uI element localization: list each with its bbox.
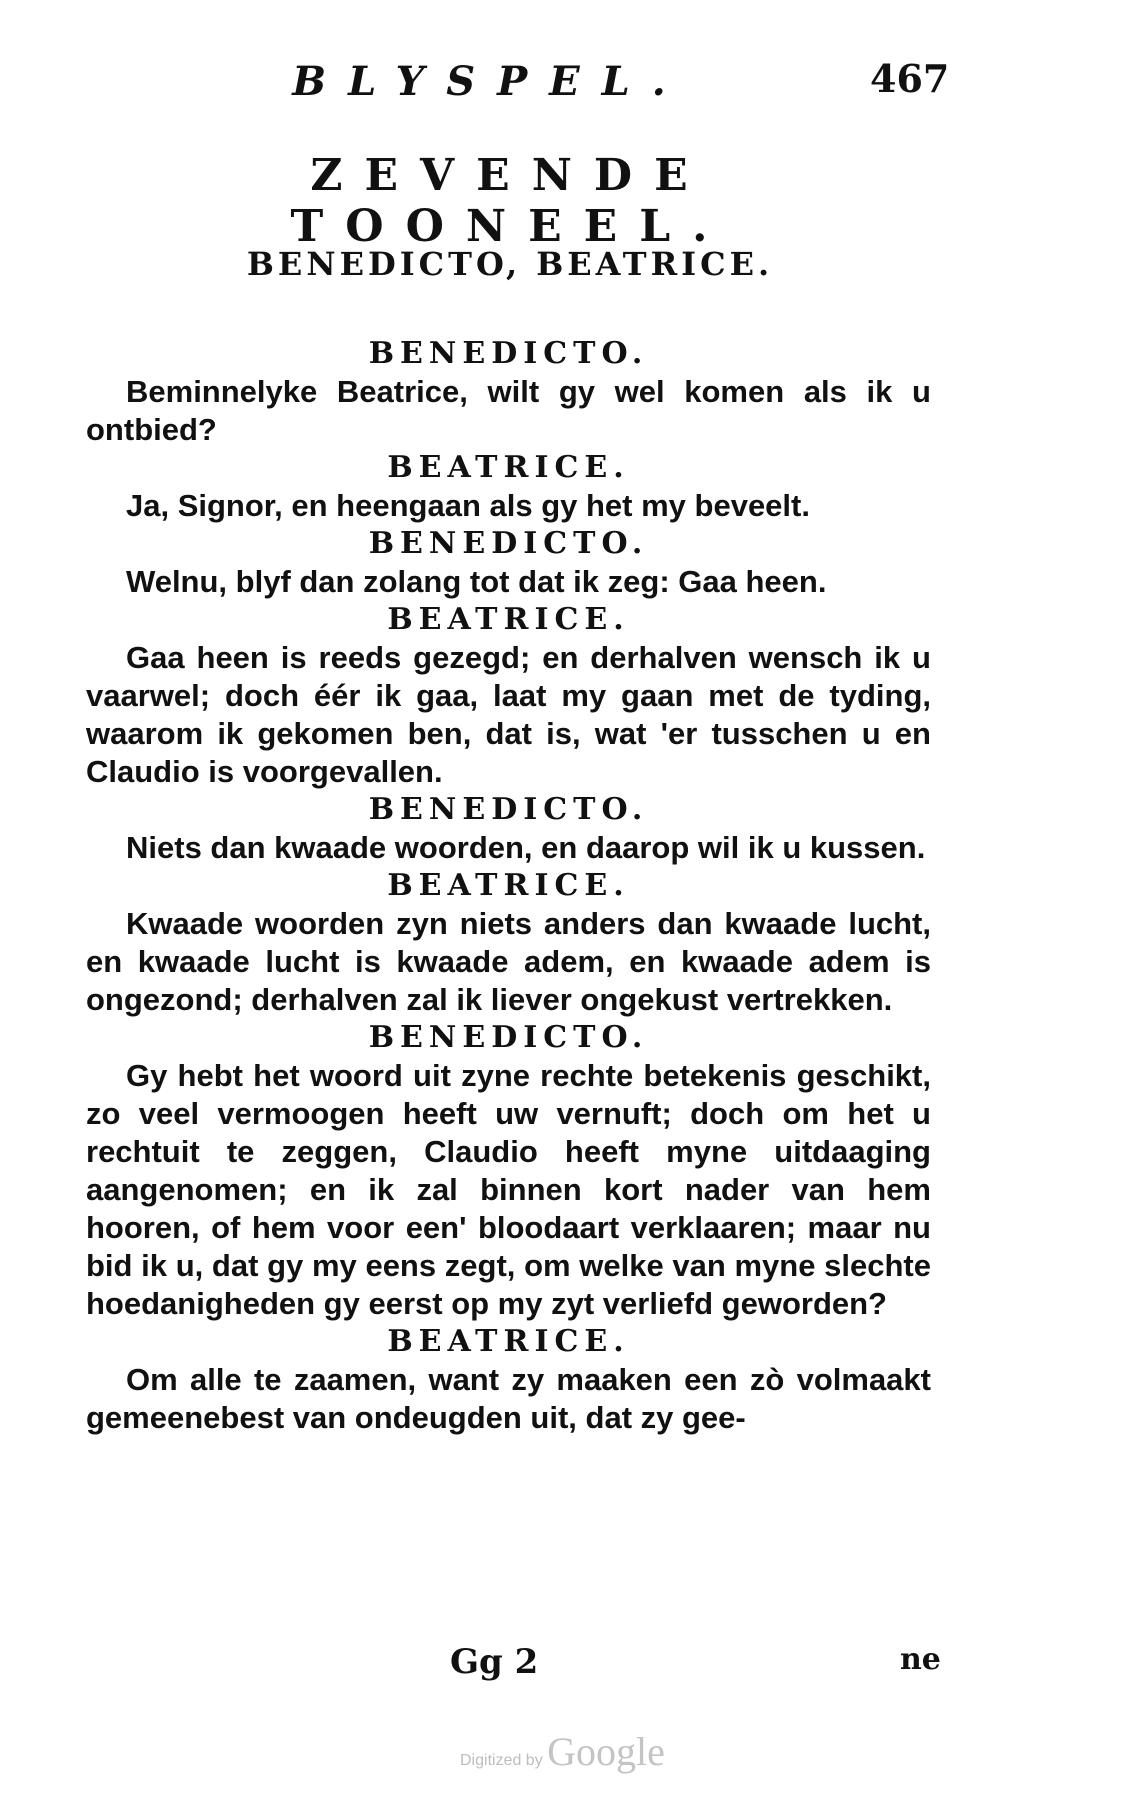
speech-text: Om alle te zaamen, want zy maaken een zò volmaakt gemeenebest van ondeugden uit, dat zy gee- — [86, 1362, 931, 1435]
running-head: BLYSPEL. — [292, 58, 688, 105]
speech-text: Gy hebt het woord uit zyne rechte betekenis geschikt, zo veel vermoogen heeft uw vernuft; doch om het u rechtuit te zeggen, Claudio heeft myne uitdaaging aangenomen; en ik zal binnen kort nader van hem hooren, of hem voor een' bloodaart verklaaren; maar nu bid ik u, dat gy my eens zegt, om welke van myne slechte hoedanigheden gy eerst op my zyt verliefd geworden? — [86, 1058, 931, 1321]
speaker-name: BENEDICTO. — [368, 792, 649, 827]
speaker-name: BEATRICE. — [387, 1324, 630, 1359]
speaker-name: BEATRICE. — [387, 450, 630, 485]
scene-characters: BENEDICTO, BEATRICE. — [246, 245, 774, 283]
speech-text: Gaa heen is reeds gezegd; en derhalven wensch ik u vaarwel; doch éér ik gaa, laat my gaan met de tyding, waarom ik gekomen ben, dat is, wat 'er tusschen u en Claudio is voorgevallen. — [86, 640, 931, 789]
digitized-watermark — [460, 1728, 665, 1775]
page-number: 467 — [870, 56, 950, 101]
speech-text: Ja, Signor, en heengaan als gy het my beveelt. — [126, 488, 810, 523]
watermark-logo: Google — [547, 1729, 665, 1774]
speaker-name: BEATRICE. — [387, 602, 630, 637]
speaker-name: BENEDICTO. — [368, 1020, 649, 1055]
scene-title: ZEVENDE TOONEEL. — [290, 150, 730, 252]
catchword: ne — [900, 1642, 941, 1677]
speech-text: Welnu, blyf dan zolang tot dat ik zeg: Gaa heen. — [126, 564, 827, 599]
speaker-name: BENEDICTO. — [368, 526, 649, 561]
signature-mark: Gg 2 — [450, 1642, 539, 1682]
speech-text: Niets dan kwaade woorden, en daarop wil ik u kussen. — [126, 830, 926, 865]
dialogue — [86, 335, 931, 1437]
speech-text: Beminnelyke Beatrice, wilt gy wel komen als ik u ontbied? — [86, 374, 931, 447]
speech-text: Kwaade woorden zyn niets anders dan kwaade lucht, en kwaade lucht is kwaade adem, en kwaade adem is ongezond; derhalven zal ik liever ongekust vertrekken. — [86, 906, 931, 1017]
speaker-name: BEATRICE. — [387, 868, 630, 903]
watermark-prefix: Digitized by — [460, 1752, 543, 1769]
speaker-name: BENEDICTO. — [368, 336, 649, 371]
